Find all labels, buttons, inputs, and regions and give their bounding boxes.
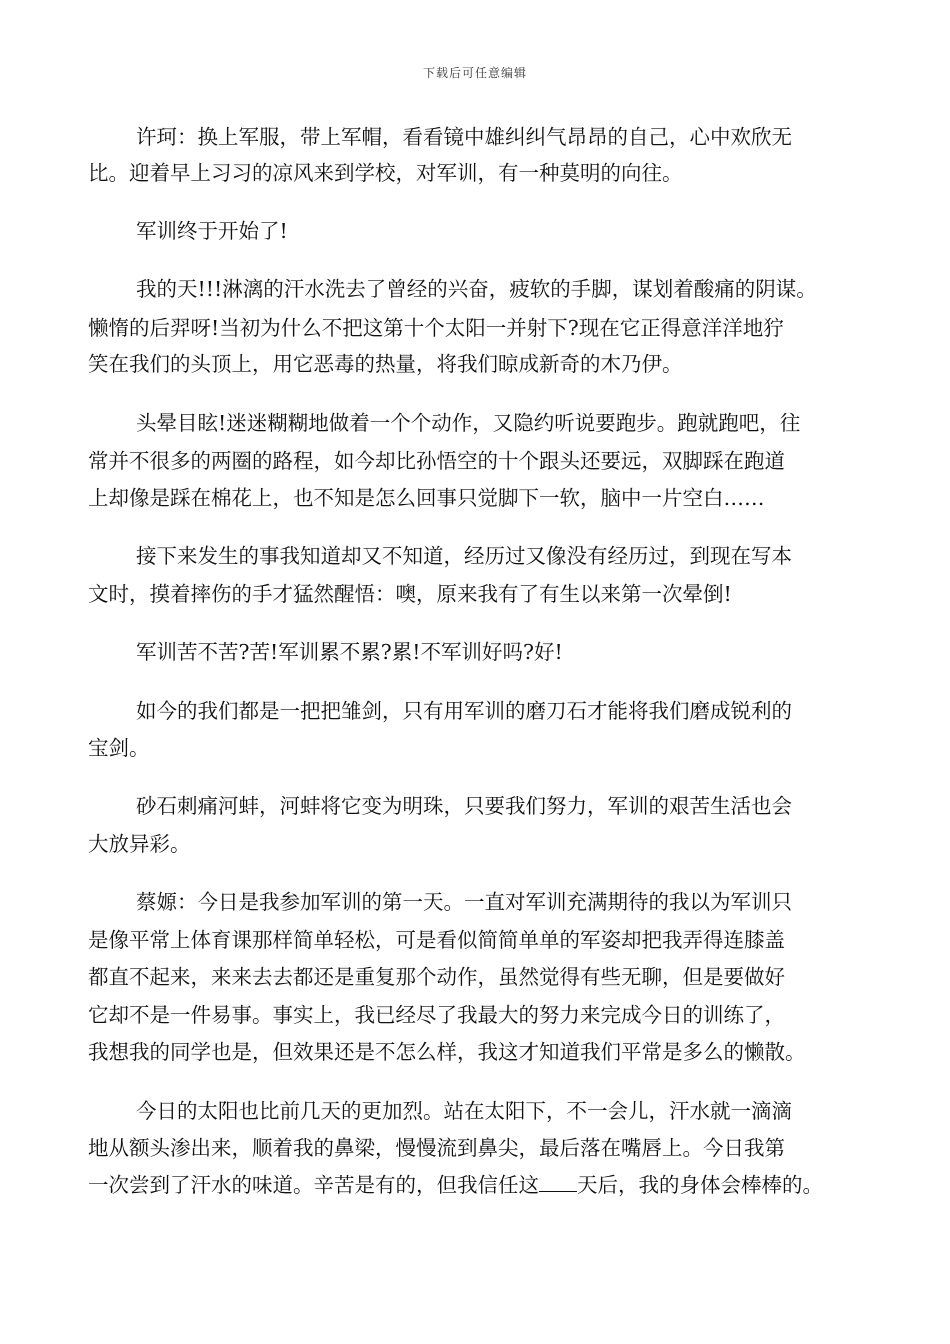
text-line: 蔡嫄：今日是我参加军训的第一天。一直对军训充满期待的我以为军训只	[136, 890, 792, 914]
text-line: 宝剑。	[88, 736, 150, 760]
text-line: 大放异彩。	[88, 832, 191, 856]
text-line: 许珂：换上军服，带上军帽，看看镜中雄纠纠气昂昂的自己，心中欢欣无	[136, 125, 792, 149]
text-line: 我想我的同学也是，但效果还是不怎么样，我这才知道我们平常是多么的懒散。	[88, 1040, 806, 1064]
text-line: 笑在我们的头顶上，用它恶毒的热量，将我们晾成新奇的木乃伊。	[88, 352, 683, 376]
text-line: 砂石刺痛河蚌，河蚌将它变为明珠，只要我们努力，军训的艰苦生活也会	[136, 794, 792, 818]
text-line: 是像平常上体育课那样简单轻松，可是看似简简单单的军姿却把我弄得连膝盖	[88, 928, 785, 952]
text-line: 懒惰的后羿呀!当初为什么不把这第十个太阳一并射下?现在它正得意洋洋地狞	[88, 316, 784, 340]
text-line: 地从额头渗出来，顺着我的鼻梁，慢慢流到鼻尖，最后落在嘴唇上。今日我第	[88, 1136, 785, 1160]
text-line: 上却像是踩在棉花上，也不知是怎么回事只觉脚下一软，脑中一片空白……	[88, 486, 765, 510]
text-line: 它却不是一件易事。事实上，我已经尽了我最大的努力来完成今日的训练了，	[88, 1003, 785, 1027]
text-line: 头晕目眩!迷迷糊糊地做着一个个动作，又隐约听说要跑步。跑就跑吧，往	[136, 411, 801, 435]
text-line: 我的天!!!淋漓的汗水洗去了曾经的兴奋，疲软的手脚，谋划着酸痛的阴谋。	[136, 277, 817, 301]
text-line: 军训终于开始了!	[136, 219, 288, 243]
text-line: 接下来发生的事我知道却又不知道，经历过又像没有经历过，到现在写本	[136, 544, 792, 568]
text-line: 比。迎着早上习习的凉风来到学校，对军训，有一种莫明的向往。	[88, 161, 683, 185]
text-line-last	[88, 1170, 823, 1200]
text-segment: 一次尝到了汗水的味道。辛苦是有的，但我信任这	[88, 1173, 539, 1197]
text-segment: 天后，我的身体会棒棒的。	[577, 1173, 823, 1197]
text-line: 军训苦不苦?苦!军训累不累?累!不军训好吗?好!	[136, 640, 563, 664]
fill-blank	[539, 1171, 577, 1192]
page-header: 下载后可任意编辑	[422, 66, 527, 80]
text-line: 都直不起来，来来去去都还是重复那个动作，虽然觉得有些无聊，但是要做好	[88, 965, 785, 989]
text-line: 如今的我们都是一把把雏剑，只有用军训的磨刀石才能将我们磨成锐利的	[136, 699, 792, 723]
text-line: 常并不很多的两圈的路程，如今却比孙悟空的十个跟头还要远，双脚踩在跑道	[88, 449, 785, 473]
text-line: 文时，摸着摔伤的手才猛然醒悟：噢，原来我有了有生以来第一次晕倒!	[88, 582, 732, 606]
text-line: 今日的太阳也比前几天的更加烈。站在太阳下，不一会儿，汗水就一滴滴	[136, 1099, 792, 1123]
